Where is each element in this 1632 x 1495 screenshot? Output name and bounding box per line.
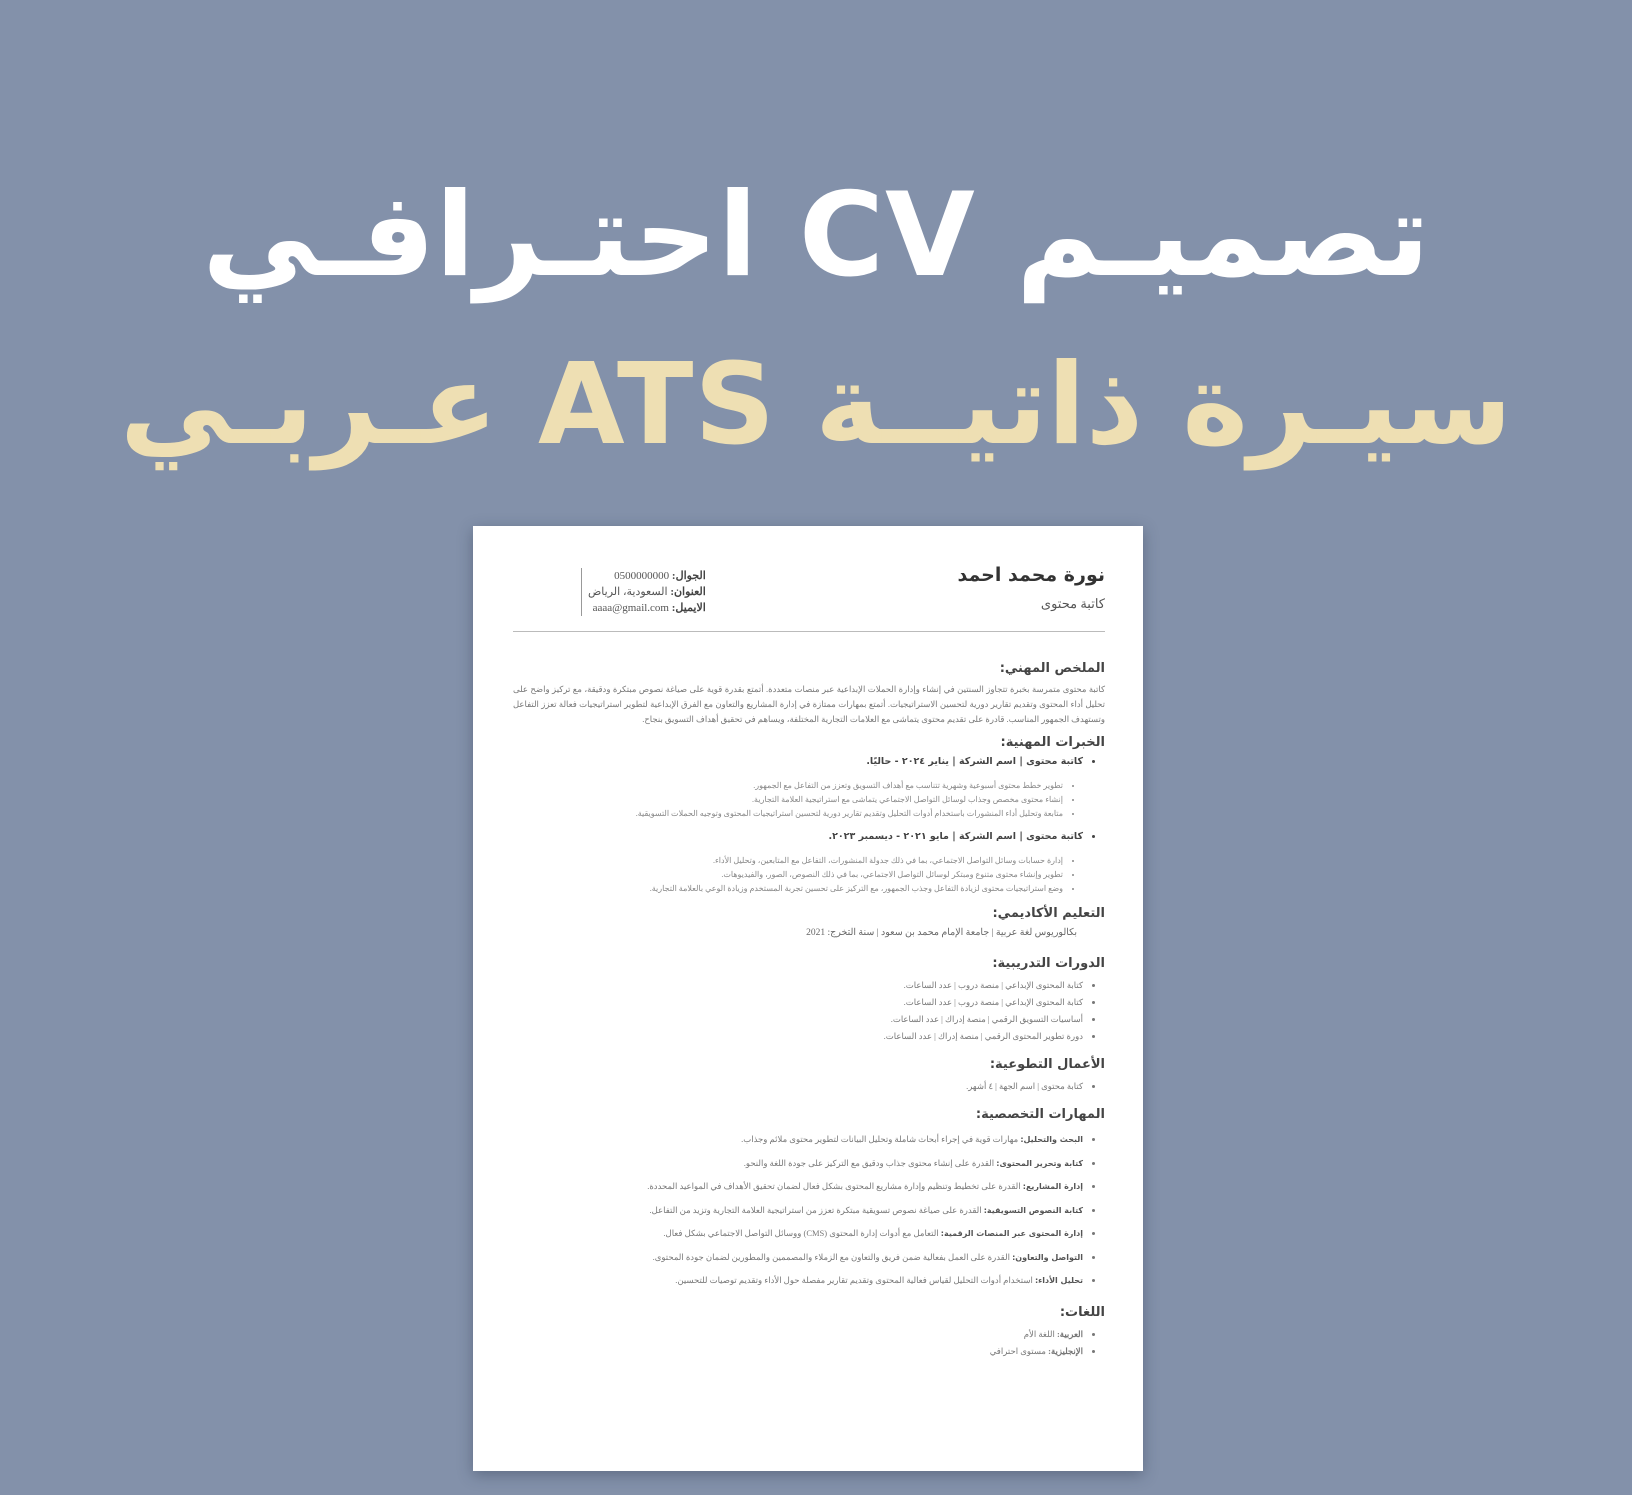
language-item: • الإنجليزية: مستوى احترافي — [513, 1343, 1083, 1360]
skill-item: • التواصل والتعاون: القدرة على العمل بفعالية ضمن فريق والتعاون مع الزملاء والمصممين والمطورين لضمان جودة المحتوى. — [513, 1246, 1083, 1270]
course-item: • كتابة المحتوى الإبداعي | منصة دروب | عدد الساعات. — [513, 994, 1083, 1011]
job-bullet: • وضع استراتيجيات محتوى لزيادة التفاعل وجذب الجمهور، مع التركيز على تحسين تجربة المستخدم وزيادة الوعي بالعلامة التجارية. — [513, 882, 1063, 896]
experience-list — [513, 756, 1105, 896]
job-bullet: • إدارة حسابات وسائل التواصل الاجتماعي، بما في ذلك جدولة المنشورات، التفاعل مع المتابعين، وتحليل الأداء. — [513, 854, 1063, 868]
contact-phone: الجوال: 0500000000 — [614, 570, 706, 582]
headline-line-2: سيـرة ذاتيــة ATS عـربـي — [119, 340, 1513, 470]
skill-item: • كتابة وتحرير المحتوى: القدرة على إنشاء محتوى جذاب ودقيق مع التركيز على جودة اللغة والنحو. — [513, 1152, 1083, 1176]
summary-text: كاتبة محتوى متمرسة بخبرة تتجاوز السنتين في إنشاء وإدارة الحملات الإبداعية عبر منصات متعددة. أتمتع بقدرة قوية على صياغة نصوص مبتكرة ودقيقة، مع تركيز واضح على تحليل أداء المحتوى وتقديم تقارير دورية لتحسين الاستراتيجيات. أتمتع بمهارات ممتازة في إدارة المشاريع والتعاون مع الفرق الإبداعية لتطوير استراتيجيات فعالة تعزز التفاعل وتستهدف الجمهور المناسب. قادرة على تقديم محتوى يتماشى مع العلامات التجارية المختلفة، ويساهم في تحقيق أهداف التسويق بنجاح. — [513, 684, 1105, 724]
experience-title: الخبرات المهنية: — [1000, 735, 1105, 750]
job-bullet: • إنشاء محتوى مخصص وجذاب لوسائل التواصل الاجتماعي يتماشى مع استراتيجية العلامة التجارية. — [513, 793, 1063, 807]
headline-line-1: تصميـم CV احتـرافـي — [202, 168, 1430, 303]
cv-name: نورة محمد احمد — [957, 564, 1105, 586]
education-text: بكالوريوس لغة عربية | جامعة الإمام محمد بن سعود | سنة التخرج: 2021 — [806, 928, 1077, 938]
volunteer-title: الأعمال التطوعية: — [989, 1057, 1105, 1072]
courses-title: الدورات التدريبية: — [992, 956, 1105, 971]
skill-item: • تحليل الأداء: استخدام أدوات التحليل لقياس فعالية المحتوى وتقديم تقارير مفصلة حول الأداء وتقديم توصيات للتحسين. — [513, 1269, 1083, 1293]
cv-header — [511, 564, 1105, 624]
cv-role: كاتبة محتوى — [1040, 596, 1105, 611]
cv-document-preview — [473, 526, 1143, 1471]
skill-item: • إدارة المحتوى عبر المنصات الرقمية: التعامل مع أدوات إدارة المحتوى (CMS) ووسائل التواصل الاجتماعي بشكل فعال. — [513, 1222, 1083, 1246]
languages-title: اللغات: — [1059, 1304, 1105, 1320]
education-title: التعليم الأكاديمي: — [992, 906, 1105, 921]
course-item: • أساسيات التسويق الرقمي | منصة إدراك | عدد الساعات. — [513, 1011, 1083, 1028]
contact-email: الايميل: aaaa@gmail.com — [592, 602, 706, 614]
contact-address: العنوان: السعودية، الرياض — [588, 586, 706, 598]
skill-item: • إدارة المشاريع: القدرة على تخطيط وتنظيم وإدارة مشاريع المحتوى بشكل فعال لضمان تحقيق الأهداف في المواعيد المحددة. — [513, 1175, 1083, 1199]
skills-list — [513, 1128, 1105, 1293]
skill-item: • كتابة النصوص التسويقية: القدرة على صياغة نصوص تسويقية مبتكرة تعزز من استراتيجية العلامة التجارية وتزيد من التفاعل. — [513, 1199, 1083, 1223]
courses-list — [513, 977, 1105, 1045]
summary-title: الملخص المهني: — [999, 661, 1105, 676]
skill-item: • البحث والتحليل: مهارات قوية في إجراء أبحاث شاملة وتحليل البيانات لتطوير محتوى ملائم وجذاب. — [513, 1128, 1083, 1152]
volunteer-item: • كتابة محتوى | اسم الجهة | ٤ أشهر. — [513, 1078, 1083, 1095]
languages-list — [513, 1326, 1105, 1360]
course-item: • كتابة المحتوى الإبداعي | منصة دروب | عدد الساعات. — [513, 977, 1083, 994]
skills-title: المهارات التخصصية: — [975, 1107, 1105, 1122]
language-item: • العربية: اللغة الأم — [513, 1326, 1083, 1343]
cv-contact-block — [581, 568, 706, 616]
job-bullet: • تطوير وإنشاء محتوى متنوع ومبتكر لوسائل التواصل الاجتماعي، بما في ذلك النصوص، الصور، والفيديوهات. — [513, 868, 1063, 882]
volunteer-list — [513, 1078, 1105, 1095]
course-item: • دورة تطوير المحتوى الرقمي | منصة إدراك | عدد الساعات. — [513, 1028, 1083, 1045]
cv-body — [513, 661, 1105, 1372]
job-item: • كاتبة محتوى | اسم الشركة | مايو ٢٠٢١ - ديسمبر ٢٠٢٣. • إدارة حسابات وسائل التواصل الاجتماعي، بما في ذلك جدولة المنشورات، التفاعل مع المتابعين، وتحليل الأداء. • تطوير وإنشاء محتوى متنوع ومبتكر لوسائل التواصل الاجتماعي، بما في ذلك النصوص، الصور، والفيديوهات. • وضع استراتيجيات محتوى لزيادة التفاعل وجذب الجمهور، مع التركيز على تحسين تجربة المستخدم وزيادة الوعي بالعلامة التجارية. — [513, 831, 1083, 896]
header-divider — [513, 631, 1105, 632]
job-bullet: • متابعة وتحليل أداء المنشورات باستخدام أدوات التحليل وتقديم تقارير دورية لتحسين استراتيجيات المحتوى وتوجيه الحملات التسويقية. — [513, 807, 1063, 821]
job-item: • كاتبة محتوى | اسم الشركة | يناير ٢٠٢٤ - حاليًا. • تطوير خطط محتوى أسبوعية وشهرية تتناسب مع أهداف التسويق وتعزز من التفاعل مع الجمهور. • إنشاء محتوى مخصص وجذاب لوسائل التواصل الاجتماعي يتماشى مع استراتيجية العلامة التجارية. • متابعة وتحليل أداء المنشورات باستخدام أدوات التحليل وتقديم تقارير دورية لتحسين استراتيجيات المحتوى وتوجيه الحملات التسويقية. — [513, 756, 1083, 821]
job-bullet: • تطوير خطط محتوى أسبوعية وشهرية تتناسب مع أهداف التسويق وتعزز من التفاعل مع الجمهور. — [513, 779, 1063, 793]
